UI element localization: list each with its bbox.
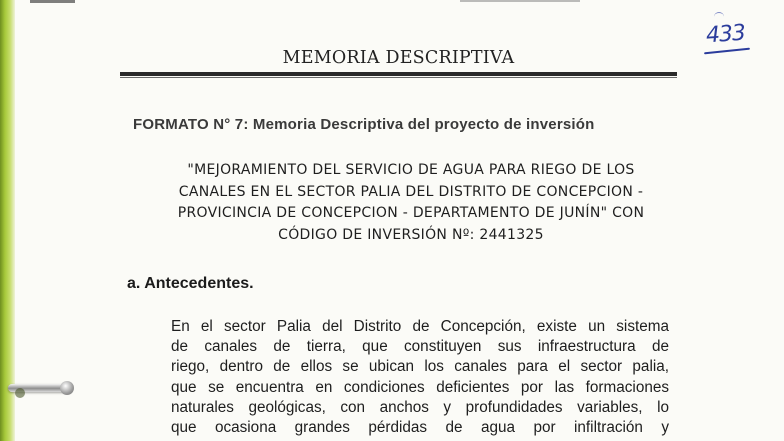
handwritten-mark xyxy=(714,12,724,21)
paragraph-line: de canales de tierra, que constituyen sus infraestructura de xyxy=(171,338,669,356)
paragraph-line: naturales geológicas, con anchos y profundidades variables, lo xyxy=(171,398,669,416)
formato-heading: FORMATO N° 7: Memoria Descriptiva del proyecto de inversión xyxy=(133,116,595,133)
folder-edge xyxy=(0,0,15,441)
header-divider-thin xyxy=(120,77,677,78)
binder-clip xyxy=(8,380,74,396)
header-divider xyxy=(120,72,677,76)
scan-artifact xyxy=(460,0,580,2)
paragraph-line: que ocasiona grandes pérdidas de agua por infiltración y xyxy=(171,419,669,437)
project-title-line: PROVICINCIA DE CONCEPCION - DEPARTAMENTO DE JUNÍN" CON xyxy=(177,205,645,221)
project-title xyxy=(140,160,682,246)
project-title-line: "MEJORAMIENTO DEL SERVICIO DE AGUA PARA RIEGO DE LOS xyxy=(187,162,635,178)
handwritten-underline xyxy=(704,48,750,55)
binder-tip xyxy=(60,381,74,395)
paragraph-line: En el sector Palia del Distrito de Concepción, existe un sistema xyxy=(171,318,669,335)
scan-artifact xyxy=(30,0,75,3)
paragraph-line: riego, dentro de ellos se ubican los canales para el sector palia, xyxy=(171,358,669,376)
page-title: MEMORIA DESCRIPTIVA xyxy=(282,48,515,68)
handwritten-page-number: 433 xyxy=(705,20,746,49)
punch-hole xyxy=(15,388,25,398)
project-title-line: CÓDIGO DE INVERSIÓN Nº: 2441325 xyxy=(278,226,544,243)
body-paragraph xyxy=(171,317,669,438)
paragraph-line: que se encuentra en condiciones deficientes por las formaciones xyxy=(171,378,669,396)
section-heading: a. Antecedentes. xyxy=(127,275,254,292)
project-title-line: CANALES EN EL SECTOR PALIA DEL DISTRITO DE CONCEPCION - xyxy=(178,183,644,200)
